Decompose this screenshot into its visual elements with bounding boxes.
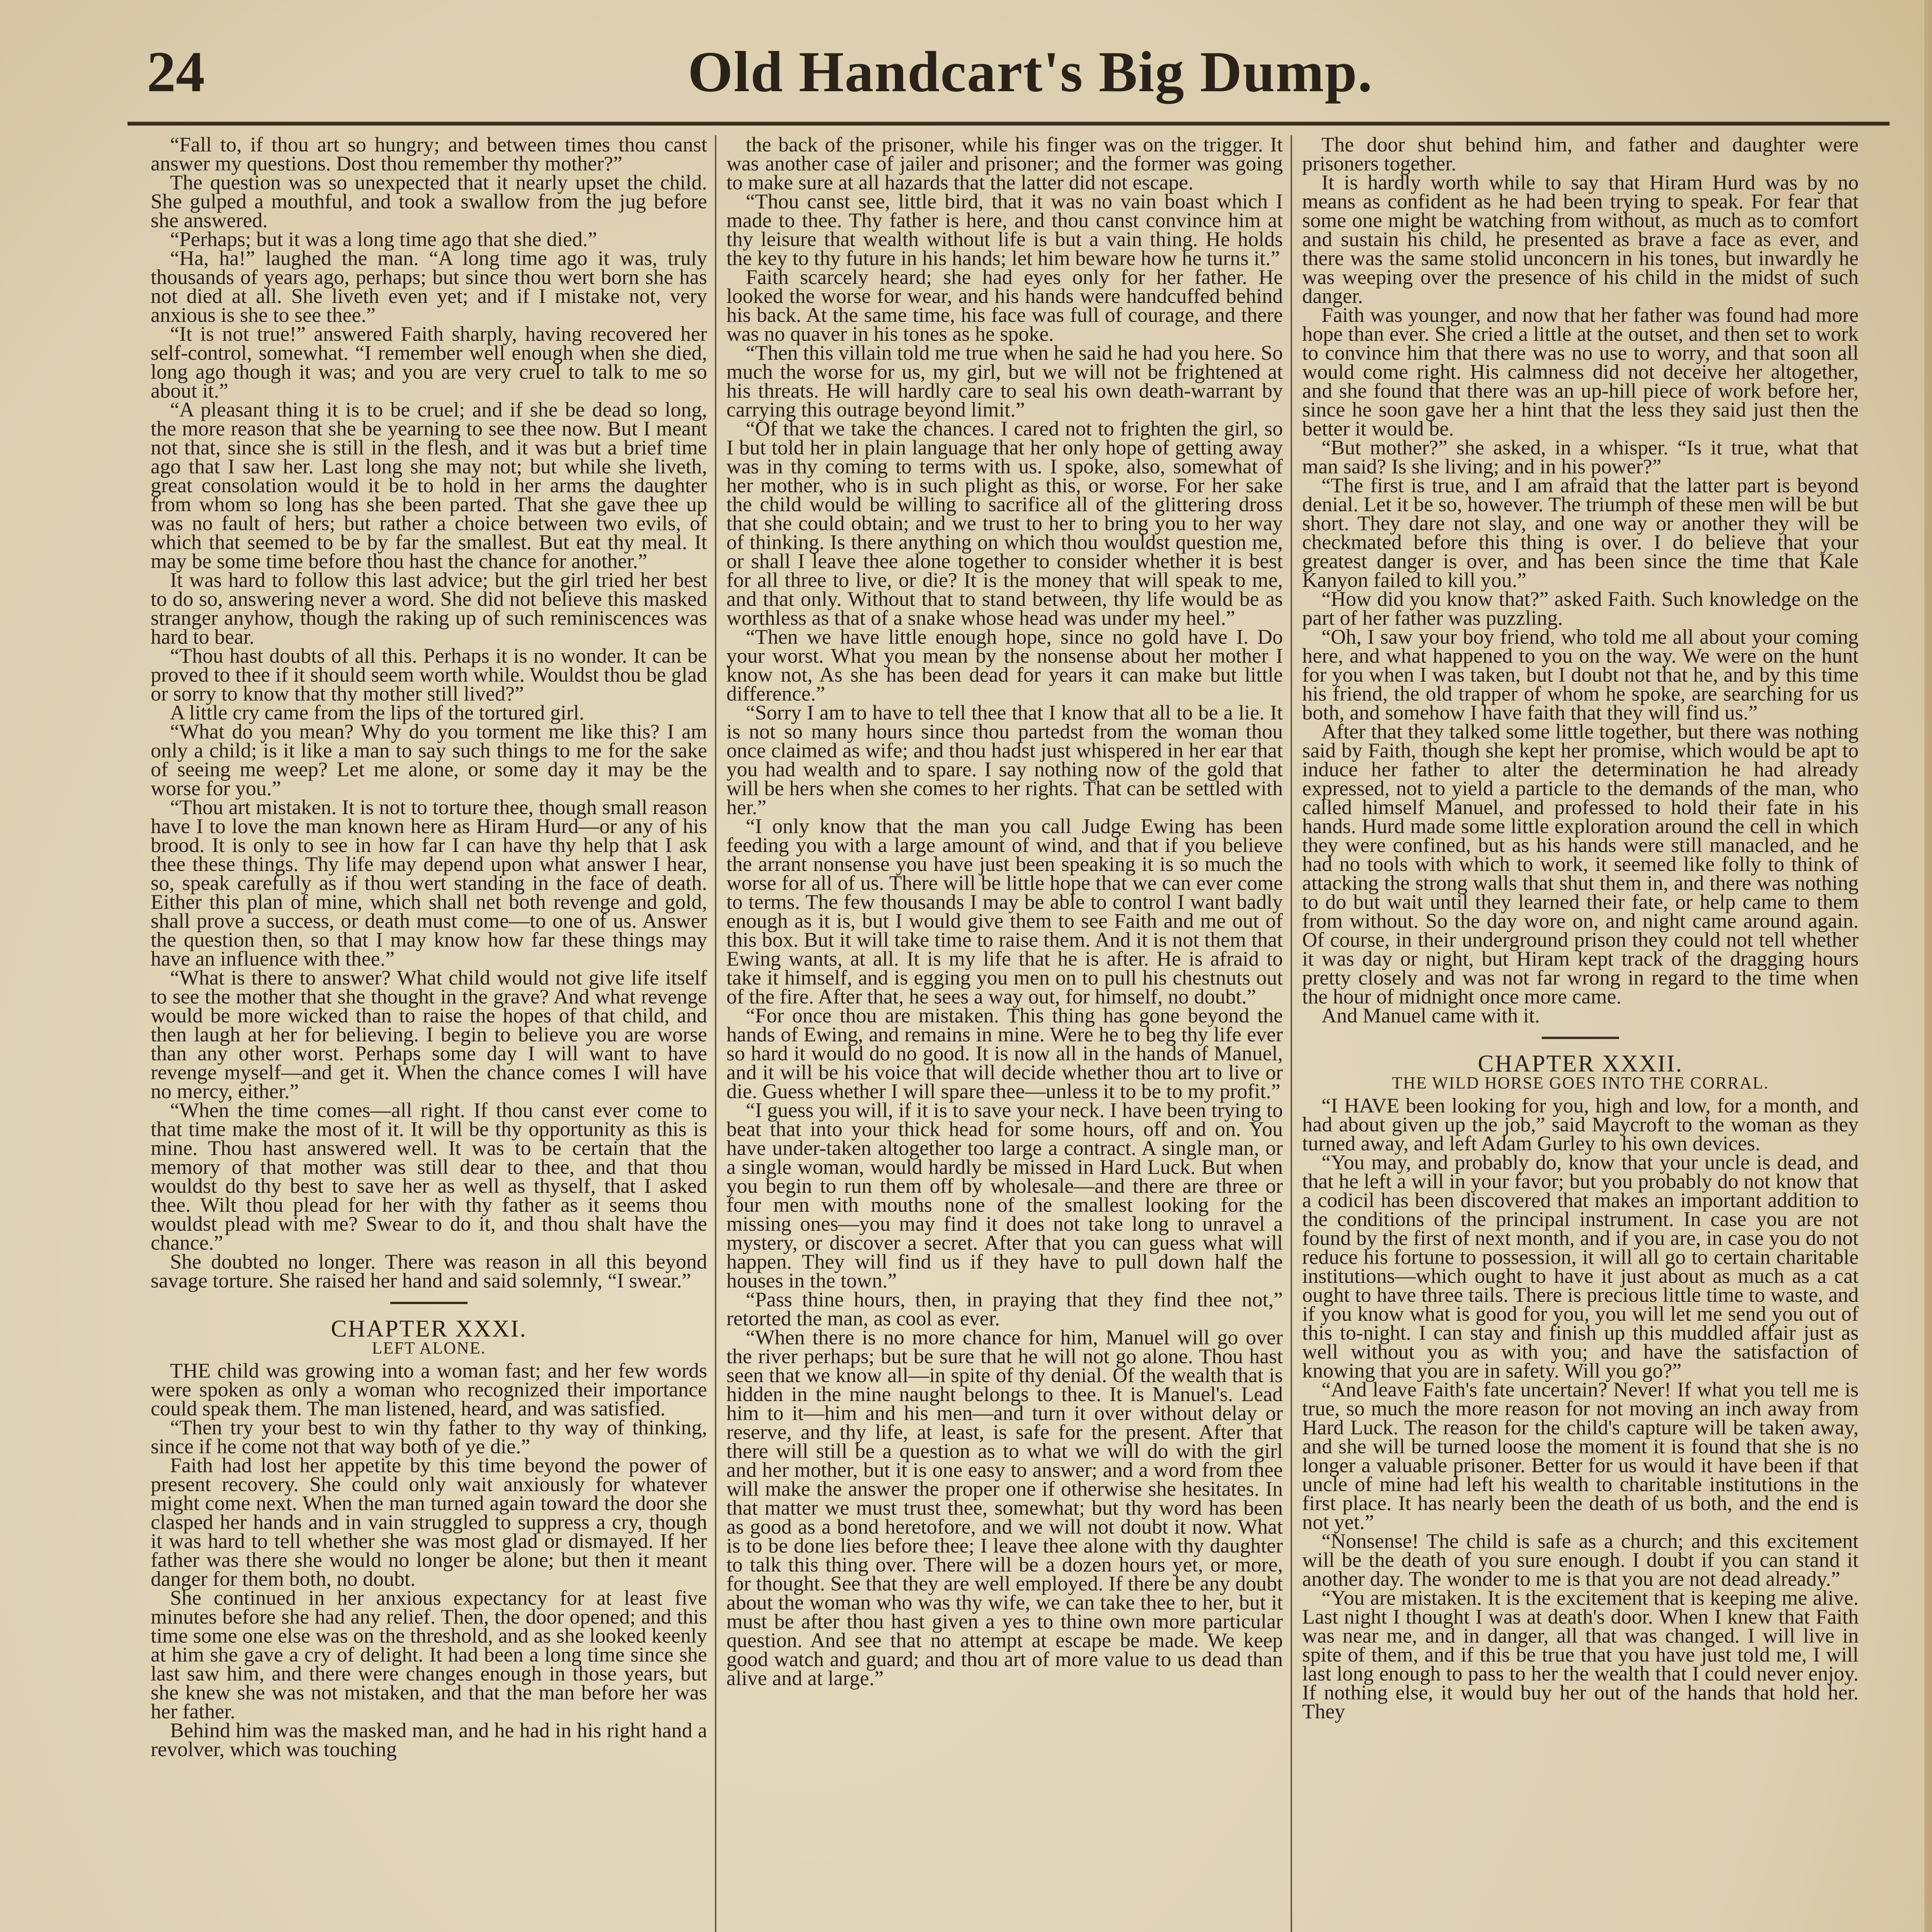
paragraph: “When the time comes—all right. If thou canst ever come to that time make the most of it. It will be thy opportunity as this is mine. Thou hast answered well. It was to be certain that the memory of that mother was still dear to thee, and that thou wouldst do thy best to save her as well as thyself, that I asked thee. Wilt thou plead for her with thy father as it seems thou wouldst plead with me? Swear to do it, and thou shalt have the chance.”: [151, 1099, 707, 1254]
paragraph: “What is there to answer? What child would not give life itself to see the mother that she thought in the grave? And what revenge would be more wicked than to raise the hopes of that child, and then laugh at her for believing. I begin to believe you are worse than any other worst. Perhaps some day I will want to have revenge myself—and get it. When the chance comes I will have no mercy, either.”: [151, 966, 707, 1103]
paragraph: A little cry came from the lips of the tortured girl.: [170, 701, 585, 724]
paragraph: “Oh, I saw your boy friend, who told me all about your coming here, and what happened to you on the way. We were on the hunt for you when I was taken, but I doubt not that he, and by this time his friend, the old trapper of whom he spoke, are searching for us both, and somehow I have faith that they will find us.”: [1302, 625, 1859, 724]
text-column-2: [726, 135, 1283, 1932]
paragraph: “What do you mean? Why do you torment me like this? I am only a child; is it like a man to say such things to me for the sake of seeing me weep? Let me alone, or some day it may be the worse for you.”: [151, 720, 707, 800]
paragraph: “Of that we take the chances. I cared not to frighten the girl, so I but told her in plain language that her only hope of getting away was in thy coming to terms with us. I spoke, also, somewhat of her mother, who is in such plight as this, or worse. For her sake the child would be willing to sacrifice all of the glittering dross that she could obtain; and we trust to her to bring you to her way of thinking. Is there anything on which thou wouldst question me, or shall I leave thee alone together to consider whether it is best for all three to live, or die? It is the money that will speak to me, and that only. Without that to stand between, thy life would be as worthless as that of a snake whose head was under my heel.”: [726, 417, 1283, 629]
chapter-subtitle: LEFT ALONE.: [372, 1338, 486, 1357]
paragraph: THE child was growing into a woman fast; and her few words were spoken as only a woman who recognized their importance could speak them. The man listened, heard, and was satisfied.: [151, 1359, 707, 1420]
paragraph: “For once thou are mistaken. This thing has gone beyond the hands of Ewing, and remains in mine. Were he to beg thy life ever so hard it would do no good. It is now all in the hands of Manuel, and it will be his voice that will decide whether thou art to live or die. Guess whether I will spare thee—unless it to be to my profit.”: [726, 1004, 1283, 1103]
paragraph: “A pleasant thing it is to be cruel; and if she be dead so long, the more reason that she be yearning to see thee now. But I meant not that, since she is still in the flesh, and it was but a brief time ago that I saw her. Last long she may not; but while she liveth, great consolation would it be to hold in her arms the daughter from whom so long has she been parted. That she gave thee up was no fault of hers; but rather a choice between two evils, of which that seemed to be by far the smallest. But eat thy meal. It may be some time before thou hast the chance for another.”: [151, 398, 707, 573]
paragraph: “How did you know that?” asked Faith. Such knowledge on the part of her father was puzzling.: [1302, 587, 1859, 629]
paragraph: “Then this villain told me true when he said he had you here. So much the worse for us, my girl, but we will not be frightened at his threats. He will hardly care to seal his own death-warrant by carrying this outrage beyond limit.”: [726, 341, 1283, 421]
paragraph: “The first is true, and I am afraid that the latter part is beyond denial. Let it be so, however. The triumph of these men will be but short. They dare not slay, and one way or another they will be checkmated before this thing is over. I do believe that your greatest danger is over, and has been since the time that Kale Kanyon failed to kill you.”: [1302, 474, 1859, 592]
text-column-1: [151, 135, 707, 1932]
text-column-3: [1302, 135, 1859, 1932]
paragraph: And Manuel came with it.: [1321, 1004, 1540, 1027]
page-edge: [1924, 0, 1932, 1932]
paragraph: It was hard to follow this last advice; but the girl tried her best to do so, answering never a word. She did not believe this masked stranger anyhow, though the raking up of such reminiscences was hard to bear.: [151, 568, 707, 648]
paragraph: “And leave Faith's fate uncertain? Never! If what you tell me is true, so much the more reason for not moving an inch away from Hard Luck. The reason for the child's capture will be taken away, and she will be turned loose the moment it is found that she is no longer a valuable prisoner. Better for us would it have been if that uncle of mine had left his wealth to charitable institutions in the first place. It has nearly been the death of us both, and the end is not yet.”: [1302, 1378, 1859, 1534]
chapter-title: CHAPTER XXXII.: [1478, 1051, 1683, 1077]
paragraph: “Pass thine hours, then, in praying that they find thee not,” retorted the man, as cool as ever.: [726, 1288, 1283, 1330]
column-divider: [715, 135, 716, 1932]
paragraph: She continued in her anxious expectancy for at least five minutes before she had any relief. Then, the door opened; and this time some one else was on the threshold, and as she looked keenly at him she gave a cry of delight. It had been a long time since she last saw him, and there were changes enough in those years, but she knew she was not mistaken, and that the man before her was her father.: [151, 1586, 707, 1723]
paragraph: “Sorry I am to have to tell thee that I know that all to be a lie. It is not so many hours since thou partedst from the woman thou once claimed as wife; and thou hadst just whispered in her ear that you had wealth and to spare. I say nothing now of the gold that will be hers when she comes to her rights. That can be settled with her.”: [726, 701, 1283, 819]
paragraph: “I HAVE been looking for you, high and low, for a month, and had about given up the job,” said Maycroft to the woman as they turned away, and left Adam Gurley to his own devices.: [1302, 1094, 1859, 1155]
page-number: 24: [147, 40, 205, 104]
paragraph: “It is not true!” answered Faith sharply, having recovered her self-control, somewhat. “I remember well enough when she died, long ago though it was; and you are very cruel to talk to me so about it.”: [151, 322, 707, 402]
paragraph: “When there is no more chance for him, Manuel will go over the river perhaps; but be sure that he will not go alone. Thou hast seen that we know all—in spite of thy denial. Of the wealth that is hidden in the mine naught belongs to thee. It is Manuel's. Lead him to it—him and his men—and turn it over without delay or reserve, and thy life, at least, is safe for the present. After that there will still be a question as to what we will do with the girl and her mother, but it is one easy to answer; and a word from thee will make the answer the proper one if otherwise she hesitates. In that matter we must trust thee, somewhat; but thy word has been as good as a bond heretofore, and we will not doubt it now. What is to be done lies before thee; I leave thee alone with thy daughter to talk this thing over. There will be a dozen hours yet, or more, for thought. See that they are well employed. If there be any doubt about the woman who was thy wife, we can take thee to her, but it must be after thou hast given a yes to thine own more particular question. And see that no attempt at escape be made. We keep good watch and guard; and thou art of more value to us dead than alive and at large.”: [726, 1326, 1283, 1690]
paragraph: “Then try your best to win thy father to thy way of thinking, since if he come not that way both of ye die.”: [151, 1416, 707, 1458]
paragraph: “You are mistaken. It is the excitement that is keeping me alive. Last night I thought I was at death's door. When I knew that Faith was near me, and in danger, all that was changed. I will live in spite of them, and if this be true that you have just told me, I will last long enough to pass to her the wealth that I could never enjoy. If nothing else, it would buy her out of the hands that hold her. They: [1302, 1586, 1859, 1723]
paragraph: “Ha, ha!” laughed the man. “A long time ago it was, truly thousands of years ago, perhaps; but since thou wert born she has not died at all. She liveth even yet; and if I mistake not, very anxious is she to see thee.”: [151, 247, 707, 327]
header-rule: [128, 122, 1889, 126]
paragraph: It is hardly worth while to say that Hiram Hurd was by no means as confident as he had been trying to speak. For fear that some one might be watching from without, as much as to comfort and sustain his child, he presented as brave a face as ever, and there was the same stolid unconcern in his tones, but inwardly he was weeping over the presence of his child in the midst of such danger.: [1302, 171, 1859, 308]
paragraph: “Thou hast doubts of all this. Perhaps it is no wonder. It can be proved to thee if it should seem worth while. Wouldst thou be glad or sorry to know that thy mother still lived?”: [151, 644, 707, 705]
paragraph: “I guess you will, if it is to save your neck. I have been trying to beat that into your thick head for some hours, off and on. You have under-taken altogether too large a contract. A single man, or a single woman, would hardly be missed in Hard Luck. But when you begin to run them off by wholesale—and there are three or four men with mouths none of the smallest looking for the missing ones—you may find it does not take long to unravel a mystery, or discover a secret. After that you can guess what will happen. They will find us if they have to pull down half the houses in the town.”: [726, 1099, 1283, 1292]
paragraph: “I only know that the man you call Judge Ewing has been feeding you with a large amount of wind, and that if you believe the arrant nonsense you have just been speaking it is so much the worse for all of us. There will be little hope that we can ever come to terms. The few thousands I may be able to control I want badly enough as it is, but I would give them to see Faith and me out of this box. But it will take time to raise them. And it is not them that Ewing wants, at all. It is my life that he is after. He is afraid to take it himself, and is egging you men on to pull his chestnuts out of the fire. After that, he sees a way out, for himself, no doubt.”: [726, 815, 1283, 1008]
paragraph: “Perhaps; but it was a long time ago that she died.”: [170, 228, 597, 251]
paragraph: Behind him was the masked man, and he had in his right hand a revolver, which was touching: [151, 1719, 707, 1761]
paragraph: The question was so unexpected that it nearly upset the child. She gulped a mouthful, and took a swallow from the jug before she answered.: [151, 171, 707, 232]
paragraph: “Thou canst see, little bird, that it was no vain boast which I made to thee. Thy father is here, and thou canst convince him at thy leisure that wealth without life is but a vain thing. He holds the key to thy future in his hands; let him beware how he turns it.”: [726, 190, 1283, 270]
chapter-subtitle: THE WILD HORSE GOES INTO THE CORRAL.: [1392, 1073, 1769, 1092]
section-rule: [1542, 1037, 1619, 1039]
paragraph: Faith had lost her appetite by this time beyond the power of present recovery. She could only wait anxiously for whatever might come next. When the man turned again toward the door she clasped her hands and in vain struggled to suppress a cry, though it was hard to tell whether she was most glad or dismayed. If her father was there she would no longer be alone; but then it meant danger for them both, no doubt.: [151, 1454, 707, 1590]
paragraph: She doubted no longer. There was reason in all this beyond savage torture. She raised her hand and said solemnly, “I swear.”: [151, 1250, 707, 1292]
paragraph: “You may, and probably do, know that your uncle is dead, and that he left a will in your favor; but you probably do not know that a codicil has been discovered that makes an important addition to the conditions of the principal instrument. In case you are not found by the first of next month, and if you are, in case you do not reduce his fortune to possession, it will all go to certain charitable institutions—which ought to have it just about as much as a cat ought to have three tails. There is precious little time to waste, and if you know what is good for you, you will let me send you out of this to-night. I can stay and finish up this muddled affair just as well without you as with you; and have the satisfaction of knowing that you are in safety. Will you go?”: [1302, 1151, 1859, 1382]
chapter-title: CHAPTER XXXI.: [331, 1316, 527, 1342]
section-rule: [390, 1302, 468, 1304]
paragraph: Faith was younger, and now that her father was found had more hope than ever. She cried a little at the outset, and then set to work to convince him that there was no use to worry, and that soon all would come right. His calmness did not deceive her altogether, and she found that there was an up-hill piece of work before her, since he soon gave her a hint that the less they said just then the better it would be.: [1302, 303, 1859, 440]
paragraph: “Nonsense! The child is safe as a church; and this excitement will be the death of you sure enough. I doubt if you can stand it another day. The wonder to me is that you are not dead already.”: [1302, 1529, 1859, 1590]
paragraph: “But mother?” she asked, in a whisper. “Is it true, what that man said? Is she living; and in his power?”: [1302, 436, 1859, 478]
paragraph: “Then we have little enough hope, since no gold have I. Do your worst. What you mean by the nonsense about her mother I know not, As she has been dead for years it can make but little difference.”: [726, 625, 1283, 705]
paragraph: the back of the prisoner, while his finger was on the trigger. It was another case of jailer and prisoner; and the former was going to make sure at all hazards that the latter did not escape.: [726, 135, 1283, 194]
paragraph: “Thou art mistaken. It is not to torture thee, though small reason have I to love the man known here as Hiram Hurd—or any of his brood. It is only to see in how far I can have thy help that I ask thee these things. Thy life may depend upon what answer I hear, so, speak carefully as if thou wert standing in the face of death. Either this plan of mine, which shall net both revenge and gold, shall prove a success, or death must come—to one of us. Answer the question then, so that I may know how far these things may have an influence with thee.”: [151, 796, 707, 970]
column-divider: [1291, 135, 1292, 1932]
paragraph: The door shut behind him, and father and daughter were prisoners together.: [1302, 135, 1859, 175]
page-header: [128, 27, 1889, 116]
running-head: Old Handcart's Big Dump.: [688, 40, 1373, 104]
paragraph: “Fall to, if thou art so hungry; and between times thou canst answer my questions. Dost thou remember thy mother?”: [151, 135, 707, 175]
paragraph: After that they talked some little together, but there was nothing said by Faith, though she kept her promise, which would be apt to induce her father to alter the determination he had already expressed, not to yield a particle to the demands of the man, who called himself Manuel, and professed to hold their fate in his hands. Hurd made some little exploration around the cell in which they were confined, but as his hands were still manacled, and he had no tools with which to work, it seemed like folly to think of attacking the strong walls that shut them in, and there was nothing to do but wait until they learned their fate, or help came to them from without. So the day wore on, and night came around again. Of course, in their underground prison they could not tell whether it was day or night, but Hiram kept track of the dragging hours pretty closely and was not far wrong in regard to the time when the hour of midnight once more came.: [1302, 720, 1859, 1008]
paragraph: Faith scarcely heard; she had eyes only for her father. He looked the worse for wear, and his hands were handcuffed behind his back. At the same time, his face was full of courage, and there was no quaver in his tones as he spoke.: [726, 265, 1283, 345]
